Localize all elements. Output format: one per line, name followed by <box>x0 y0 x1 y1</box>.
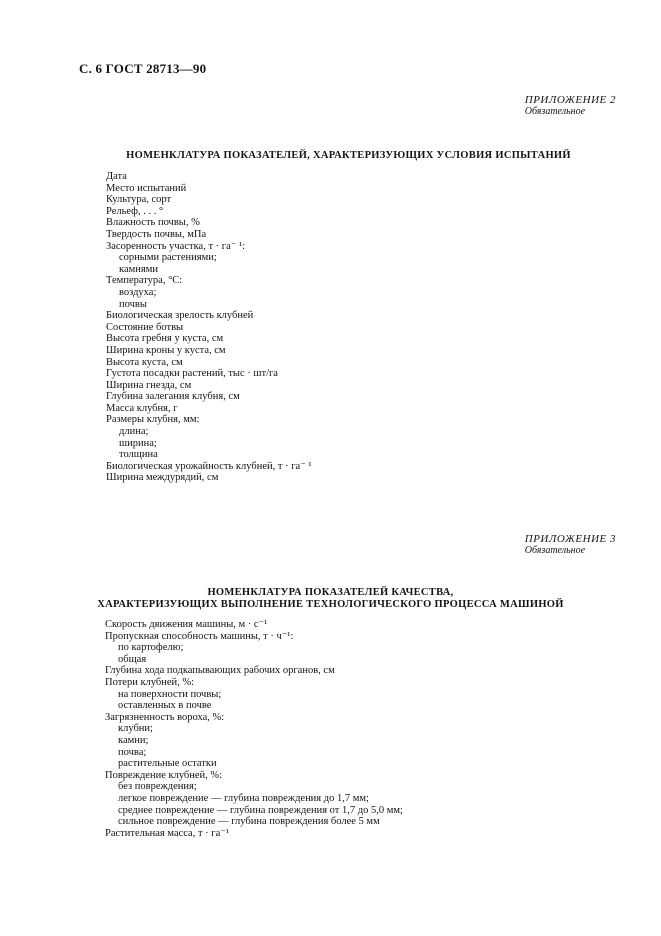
list-subitem: по картофелю; <box>118 642 184 654</box>
list-item: Густота посадки растений, тыс · шт/га <box>106 368 278 380</box>
list-item: Дата <box>106 171 127 182</box>
list-subitem: сорными растениями; <box>119 252 217 264</box>
list-subitem: почвы <box>119 298 147 310</box>
list-subitem: ширина; <box>119 437 157 449</box>
list-item: Высота гребня у куста, см <box>106 333 224 345</box>
list-item: Ширина кроны у куста, см <box>106 344 226 356</box>
appendix-2-status: Обязательное <box>524 106 586 117</box>
list-subitem: воздуха; <box>119 286 157 298</box>
page-header: С. 6 ГОСТ 28713—90 <box>79 61 207 76</box>
list-subitem: на поверхности почвы; <box>118 688 222 700</box>
list-item: Ширина гнезда, см <box>106 379 192 391</box>
list-item: Растительная масса, т · га⁻¹ <box>105 827 229 839</box>
list-item: Скорость движения машины, м · с⁻¹ <box>105 619 268 630</box>
appendix-2-heading: НОМЕНКЛАТУРА ПОКАЗАТЕЛЕЙ, ХАРАКТЕРИЗУЮЩИХ УСЛОВИЯ ИСПЫТАНИЙ <box>126 150 571 161</box>
appendix-3-label <box>525 533 616 557</box>
list-subitem: почва; <box>118 746 147 758</box>
appendix-3-status: Обязательное <box>524 545 586 556</box>
list-item: Потери клубней, %: <box>105 676 195 688</box>
list-item: Засоренность участка, т · га⁻ ¹: <box>106 240 245 252</box>
list-subitem: длина; <box>119 426 149 438</box>
list-subitem: оставленных в почве <box>118 700 212 712</box>
list-subitem: толщина <box>119 449 158 461</box>
list-item: Биологическая зрелость клубней <box>106 310 254 322</box>
list-item: Повреждение клубней, %: <box>105 769 223 781</box>
list-item: Пропускная способность машины, т · ч⁻¹: <box>105 630 294 642</box>
appendix-3-title: ПРИЛОЖЕНИЕ 3 <box>524 533 616 545</box>
appendix-2-list <box>106 171 311 484</box>
list-subitem: сильное повреждение — глубина повреждения более 5 мм <box>118 816 380 828</box>
list-item: Ширина междурядий, см <box>106 472 219 484</box>
list-item: Глубина хода подкапывающих рабочих органов, см <box>105 665 335 677</box>
list-item: Биологическая урожайность клубней, т · га⁻ ¹ <box>106 460 312 472</box>
list-subitem: общая <box>118 653 147 665</box>
list-item: Высота куста, см <box>106 356 183 368</box>
list-subitem: среднее повреждение — глубина повреждения от 1,7 до 5,0 мм; <box>118 804 403 816</box>
list-subitem: клубни; <box>118 723 153 735</box>
list-item: Загрязненность вороха, %: <box>105 711 225 723</box>
list-item: Место испытаний <box>106 182 187 194</box>
list-item: Рельеф, . . . ° <box>106 205 164 217</box>
appendix-3-heading <box>0 587 661 611</box>
appendix-3-heading-line-2: ХАРАКТЕРИЗУЮЩИХ ВЫПОЛНЕНИЕ ТЕХНОЛОГИЧЕСКОГО ПРОЦЕССА МАШИНОЙ <box>97 599 564 610</box>
list-subitem: камнями <box>119 263 158 275</box>
list-subitem: растительные остатки <box>118 758 217 770</box>
list-item: Влажность почвы, % <box>106 217 200 229</box>
list-item: Культура, сорт <box>106 194 172 206</box>
list-subitem: без повреждения; <box>118 781 197 793</box>
list-item: Размеры клубня, мм: <box>106 414 200 426</box>
appendix-2-label <box>525 94 616 118</box>
list-item: Глубина залегания клубня, см <box>106 391 240 403</box>
appendix-3-list <box>105 619 403 839</box>
list-item: Масса клубня, г <box>106 402 178 414</box>
appendix-3-heading-line-1: НОМЕНКЛАТУРА ПОКАЗАТЕЛЕЙ КАЧЕСТВА, <box>207 587 454 598</box>
list-item: Состояние ботвы <box>106 321 184 333</box>
list-subitem: камни; <box>118 734 149 746</box>
list-item: Твердость почвы, мПа <box>106 228 207 240</box>
appendix-2-title: ПРИЛОЖЕНИЕ 2 <box>524 94 616 106</box>
list-item: Температура, °С: <box>106 275 183 287</box>
list-subitem: легкое повреждение — глубина повреждения до 1,7 мм; <box>118 792 369 804</box>
